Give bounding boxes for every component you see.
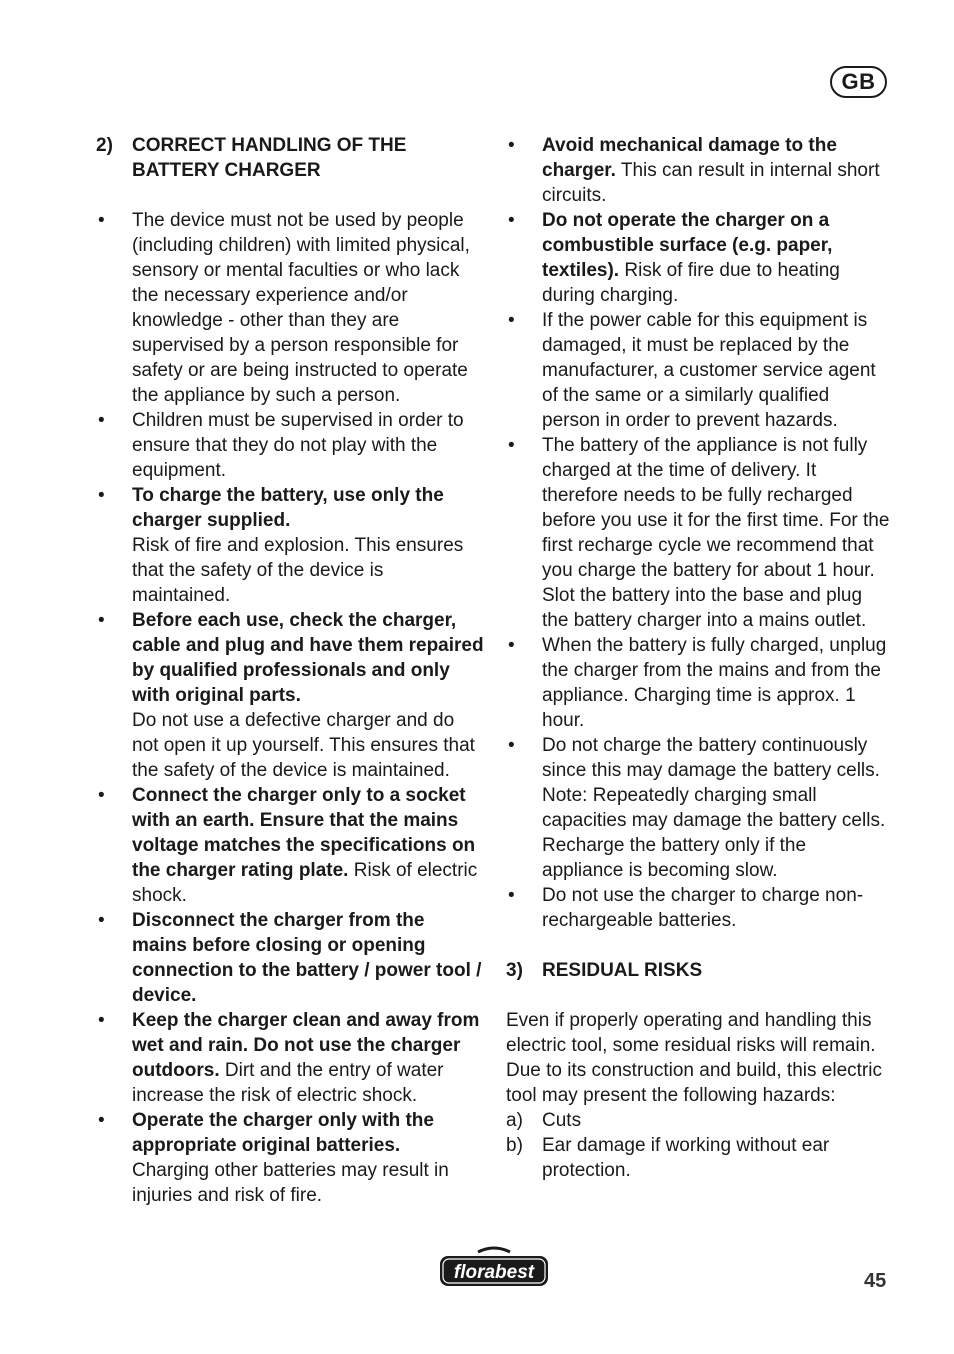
item-text: Do not use a defective charger and do not open it up yourself. This ensures that the safety of the device is maintained. bbox=[132, 710, 475, 781]
bullet-icon: • bbox=[508, 885, 515, 906]
bullet-icon: • bbox=[98, 785, 105, 806]
heading-text: RESIDUAL RISKS bbox=[542, 960, 703, 981]
list-item bbox=[506, 433, 892, 633]
hazard-text: Cuts bbox=[542, 1110, 582, 1131]
item-text: Children must be supervised in order to ensure that they do not play with the equipment. bbox=[132, 410, 464, 481]
item-text: When the battery is fully charged, unplug the charger from the mains and from the appliance. Charging time is approx. 1 hour. bbox=[542, 635, 887, 731]
item-bold-text: Operate the charger only with the appropriate original batteries. bbox=[132, 1110, 434, 1156]
florabest-logo bbox=[438, 1246, 550, 1288]
bullet-icon: • bbox=[98, 210, 105, 231]
item-text: Risk of fire and explosion. This ensures that the safety of the device is maintained. bbox=[132, 535, 464, 606]
list-item bbox=[506, 633, 892, 733]
residual-risks-paragraph: Even if properly operating and handling this electric tool, some residual risks will remain. Due to its construction and build, this electric tool may present the following hazards: bbox=[506, 1010, 882, 1106]
language-badge: GB bbox=[830, 66, 887, 98]
heading-number: 2) bbox=[96, 135, 113, 156]
bullet-icon: • bbox=[508, 635, 515, 656]
item-text: Risk of fire due to heating during charging. bbox=[542, 260, 840, 306]
item-text: The battery of the appliance is not fully charged at the time of delivery. It therefore needs to be fully recharged before you use it for the first time. For the first recharge cycle we recommend that you charge the battery for about 1 hour. Slot the battery into the base and plug the battery charger into a mains outlet. bbox=[542, 435, 890, 631]
item-bold-text: Before each use, check the charger, cable and plug and have them repaired by qualified professionals and only with original parts. bbox=[132, 610, 484, 706]
item-text: Charging other batteries may result in injuries and risk of fire. bbox=[132, 1160, 449, 1206]
item-bold-text: Avoid mechanical damage to the charger. bbox=[542, 135, 837, 181]
right-column bbox=[506, 133, 892, 1183]
item-bold-text: Keep the charger clean and away from wet and rain. Do not use the charger outdoors. bbox=[132, 1010, 480, 1081]
hazard-item bbox=[506, 1133, 892, 1183]
bullet-icon: • bbox=[508, 435, 515, 456]
list-item bbox=[506, 133, 892, 208]
item-text: The device must not be used by people (including children) with limited physical, sensory or mental faculties or who lack the necessary experience and/or knowledge - other than they are supervised by a person responsible for safety or are being instructed to operate the appliance by such a person. bbox=[132, 210, 470, 406]
list-item bbox=[96, 608, 484, 783]
heading-number: 3) bbox=[506, 960, 523, 981]
list-item bbox=[96, 908, 484, 1008]
item-text: Dirt and the entry of water increase the risk of electric shock. bbox=[132, 1060, 444, 1106]
item-bold-text: Do not operate the charger on a combustible surface (e.g. paper, textiles). bbox=[542, 210, 833, 281]
hazard-letter: a) bbox=[506, 1110, 523, 1131]
list-item bbox=[506, 883, 892, 933]
item-text: Risk of electric shock. bbox=[132, 860, 478, 906]
bullet-icon: • bbox=[98, 410, 105, 431]
section-heading-3 bbox=[506, 958, 892, 983]
section-heading-2 bbox=[96, 133, 484, 183]
bullet-icon: • bbox=[98, 485, 105, 506]
list-item bbox=[96, 408, 484, 483]
list-item bbox=[96, 208, 484, 408]
list-item bbox=[96, 483, 484, 608]
item-bold-text: Connect the charger only to a socket with an earth. Ensure that the mains voltage matches the specifications on the charger rating plate. bbox=[132, 785, 476, 881]
safety-list-right bbox=[506, 133, 892, 933]
list-item bbox=[506, 308, 892, 433]
heading-text: CORRECT HANDLING OF THE BATTERY CHARGER bbox=[132, 135, 407, 181]
list-item bbox=[506, 208, 892, 308]
bullet-icon: • bbox=[98, 1110, 105, 1131]
bullet-icon: • bbox=[508, 735, 515, 756]
hazard-letter: b) bbox=[506, 1135, 523, 1156]
left-column bbox=[96, 133, 484, 1208]
item-text: Do not charge the battery continuously since this may damage the battery cells. Note: Repeatedly charging small capacities may damage the battery cells. Recharge the battery only if the appliance is becoming slow. bbox=[542, 735, 886, 881]
item-text: Do not use the charger to charge non-rechargeable batteries. bbox=[542, 885, 864, 931]
logo-text: florabest bbox=[453, 1262, 535, 1283]
hazard-text: Ear damage if working without ear protection. bbox=[542, 1135, 830, 1181]
safety-list-left bbox=[96, 208, 484, 1208]
bullet-icon: • bbox=[98, 910, 105, 931]
list-item bbox=[96, 783, 484, 908]
hazard-item bbox=[506, 1108, 892, 1133]
bullet-icon: • bbox=[508, 135, 515, 156]
bullet-icon: • bbox=[508, 210, 515, 231]
list-item bbox=[96, 1008, 484, 1108]
list-item bbox=[96, 1108, 484, 1208]
item-text: This can result in internal short circuits. bbox=[542, 160, 880, 206]
item-bold-text: To charge the battery, use only the charger supplied. bbox=[132, 485, 444, 531]
bullet-icon: • bbox=[98, 610, 105, 631]
list-item bbox=[506, 733, 892, 883]
bullet-icon: • bbox=[508, 310, 515, 331]
item-bold-text: Disconnect the charger from the mains before closing or opening connection to the battery / power tool / device. bbox=[132, 910, 482, 1006]
item-text: If the power cable for this equipment is damaged, it must be replaced by the manufacturer, a customer service agent of the same or a similarly qualified person in order to prevent hazards. bbox=[542, 310, 876, 431]
bullet-icon: • bbox=[98, 1010, 105, 1031]
page-number: 45 bbox=[864, 1270, 887, 1292]
